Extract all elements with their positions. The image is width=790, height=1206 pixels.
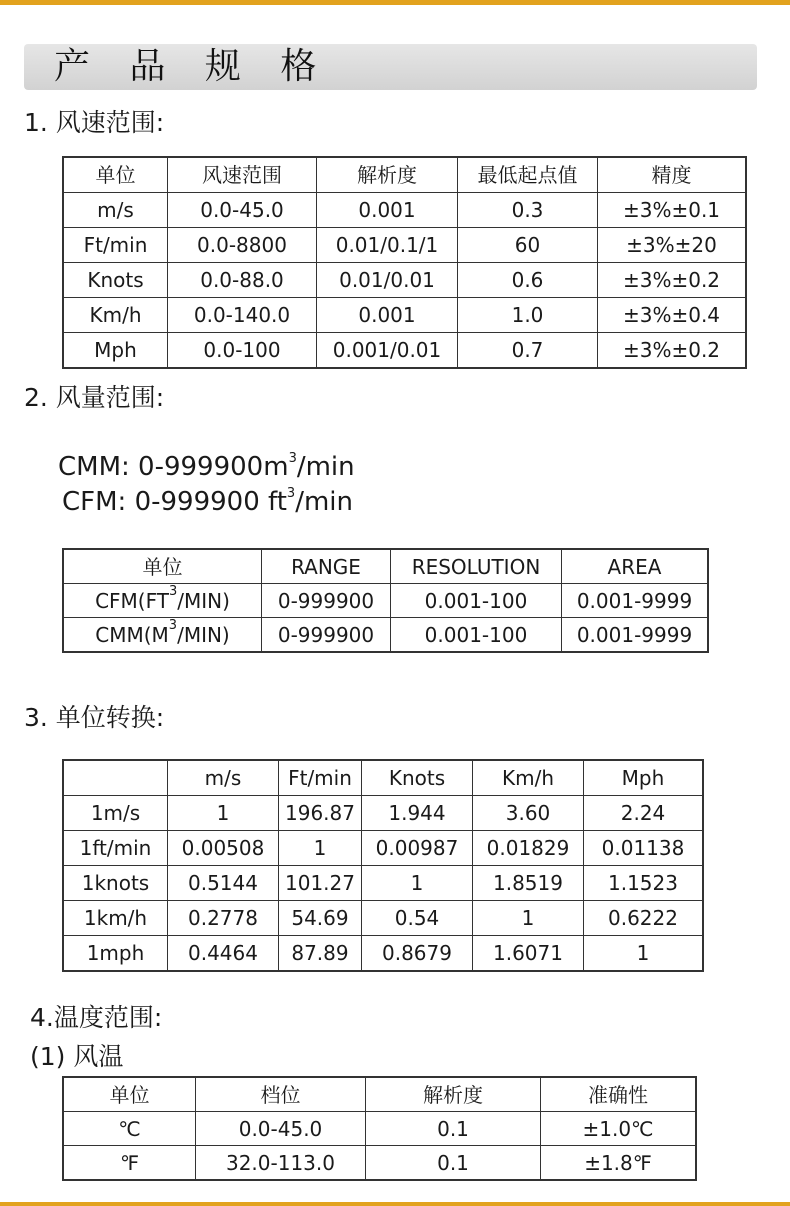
table-row: [63, 263, 746, 298]
unit-prefix: CMM(M: [95, 622, 169, 647]
table-cell: 1: [584, 936, 704, 972]
table-header-cell: Mph: [584, 760, 704, 796]
table-cell: 0.8679: [362, 936, 473, 972]
unit-cell: [63, 584, 262, 618]
table-header-cell: 精度: [598, 157, 747, 193]
table-cell: 32.0-113.0: [196, 1146, 366, 1181]
table-cell: 2.24: [584, 796, 704, 831]
table-cell: 1.6071: [473, 936, 584, 972]
table-cell: 1: [362, 866, 473, 901]
bottom-accent-rule: [0, 1202, 790, 1206]
table-header-cell: Ft/min: [279, 760, 362, 796]
table-cell: 0.00508: [168, 831, 279, 866]
table-row: [63, 1112, 696, 1146]
resolution-cell: 0.001-100: [391, 584, 562, 618]
unit-conversion-heading: 3. 单位转换:: [24, 703, 165, 732]
table-cell: 1.0: [458, 298, 598, 333]
table-cell: m/s: [63, 193, 168, 228]
table-cell: 0.7: [458, 333, 598, 369]
table-cell: 0.1: [366, 1146, 541, 1181]
table-cell: 1.8519: [473, 866, 584, 901]
table-header-cell: Knots: [362, 760, 473, 796]
table-cell: 0.54: [362, 901, 473, 936]
table-cell: 0.01/0.1/1: [317, 228, 458, 263]
air-temperature-subheading: (1) 风温: [30, 1042, 124, 1071]
table-cell: 0.0-100: [168, 333, 317, 369]
cmm-label: CMM:: [58, 452, 130, 482]
table-row: [63, 228, 746, 263]
range-cell: 0-999900: [262, 618, 391, 653]
cmm-superscript: 3: [288, 451, 297, 466]
resolution-cell: 0.001-100: [391, 618, 562, 653]
unit-suffix: /MIN): [177, 622, 230, 647]
air-volume-heading: 2. 风量范围:: [24, 383, 165, 412]
table-cell: 1m/s: [63, 796, 168, 831]
table-cell: 1mph: [63, 936, 168, 972]
table-cell: 60: [458, 228, 598, 263]
unit-superscript: 3: [168, 583, 178, 599]
table-row: [63, 936, 703, 972]
table-header-cell: 最低起点值: [458, 157, 598, 193]
table-header-cell: 单位: [63, 549, 262, 584]
table-cell: 196.87: [279, 796, 362, 831]
table-header-row: [63, 760, 703, 796]
temperature-table: [62, 1076, 697, 1181]
table-cell: 1km/h: [63, 901, 168, 936]
cfm-value: 0-999900 ft: [134, 487, 287, 517]
table-cell: ±3%±0.1: [598, 193, 747, 228]
table-cell: 3.60: [473, 796, 584, 831]
table-cell: 87.89: [279, 936, 362, 972]
table-cell: ±1.0℃: [541, 1112, 697, 1146]
air-volume-table: [62, 548, 709, 653]
table-cell: 0.00987: [362, 831, 473, 866]
unit-prefix: CFM(FT: [95, 588, 169, 613]
table-cell: Knots: [63, 263, 168, 298]
table-row: [63, 584, 708, 618]
table-header-cell: RANGE: [262, 549, 391, 584]
table-cell: 1: [279, 831, 362, 866]
table-header-row: [63, 549, 708, 584]
unit-conversion-table: [62, 759, 704, 972]
temperature-heading: 4.温度范围:: [30, 1003, 163, 1032]
table-header-cell: 解析度: [366, 1077, 541, 1112]
table-header-cell: 单位: [63, 1077, 196, 1112]
table-cell: 54.69: [279, 901, 362, 936]
table-cell: 1.944: [362, 796, 473, 831]
table-cell: Mph: [63, 333, 168, 369]
table-row: [63, 901, 703, 936]
table-header-cell: 档位: [196, 1077, 366, 1112]
top-accent-rule: [0, 0, 790, 5]
table-row: [63, 831, 703, 866]
table-cell: 0.001: [317, 298, 458, 333]
table-cell: 0.0-8800: [168, 228, 317, 263]
table-cell: 0.3: [458, 193, 598, 228]
cmm-value: 0-999900m: [138, 452, 289, 482]
table-cell: 0.001/0.01: [317, 333, 458, 369]
table-cell: 0.6222: [584, 901, 704, 936]
table-cell: Km/h: [63, 298, 168, 333]
table-header-cell: AREA: [562, 549, 709, 584]
table-cell: 0.01/0.01: [317, 263, 458, 298]
table-row: [63, 1146, 696, 1181]
cfm-label: CFM:: [62, 487, 127, 517]
table-cell: 1.1523: [584, 866, 704, 901]
table-cell: 0.5144: [168, 866, 279, 901]
area-cell: 0.001-9999: [562, 618, 709, 653]
table-cell: ±3%±0.2: [598, 333, 747, 369]
table-header-cell: 解析度: [317, 157, 458, 193]
cfm-superscript: 3: [286, 486, 296, 501]
table-cell: ±3%±0.2: [598, 263, 747, 298]
table-cell: 0.0-45.0: [196, 1112, 366, 1146]
table-header-cell: m/s: [168, 760, 279, 796]
table-row: [63, 333, 746, 369]
table-header-row: [63, 1077, 696, 1112]
table-cell: 1: [168, 796, 279, 831]
table-row: [63, 618, 708, 653]
table-cell: 0.1: [366, 1112, 541, 1146]
table-cell: 0.01829: [473, 831, 584, 866]
wind-speed-heading: 1. 风速范围:: [24, 108, 165, 137]
table-cell: 0.2778: [168, 901, 279, 936]
range-cell: 0-999900: [262, 584, 391, 618]
table-cell: 1ft/min: [63, 831, 168, 866]
table-cell: 1: [473, 901, 584, 936]
cfm-unit: /min: [295, 487, 353, 517]
table-header-cell: 风速范围: [168, 157, 317, 193]
table-cell: ℉: [63, 1146, 196, 1181]
unit-suffix: /MIN): [177, 588, 230, 613]
table-cell: ±3%±0.4: [598, 298, 747, 333]
table-cell: 0.01138: [584, 831, 704, 866]
wind-speed-table: [62, 156, 747, 369]
table-cell: 0.4464: [168, 936, 279, 972]
table-header-cell: 单位: [63, 157, 168, 193]
table-cell: 101.27: [279, 866, 362, 901]
title-bar: [24, 44, 757, 90]
unit-superscript: 3: [168, 617, 178, 633]
table-header-row: [63, 157, 746, 193]
table-cell: 0.0-140.0: [168, 298, 317, 333]
table-row: [63, 298, 746, 333]
table-header-cell: RESOLUTION: [391, 549, 562, 584]
area-cell: 0.001-9999: [562, 584, 709, 618]
table-row: [63, 193, 746, 228]
table-cell: 1knots: [63, 866, 168, 901]
table-cell: 0.0-45.0: [168, 193, 317, 228]
unit-cell: [63, 618, 262, 653]
table-cell: Ft/min: [63, 228, 168, 263]
cmm-range-line: [58, 452, 355, 482]
cmm-unit: /min: [296, 452, 355, 482]
table-header-cell: [63, 760, 168, 796]
table-cell: ℃: [63, 1112, 196, 1146]
cfm-range-line: [62, 487, 353, 517]
table-row: [63, 796, 703, 831]
page-title: 产 品 规 格: [54, 46, 331, 87]
table-header-cell: Km/h: [473, 760, 584, 796]
table-header-cell: 准确性: [541, 1077, 697, 1112]
table-cell: ±1.8℉: [541, 1146, 697, 1181]
table-cell: 0.6: [458, 263, 598, 298]
table-cell: 0.0-88.0: [168, 263, 317, 298]
table-cell: 0.001: [317, 193, 458, 228]
table-cell: ±3%±20: [598, 228, 747, 263]
table-row: [63, 866, 703, 901]
